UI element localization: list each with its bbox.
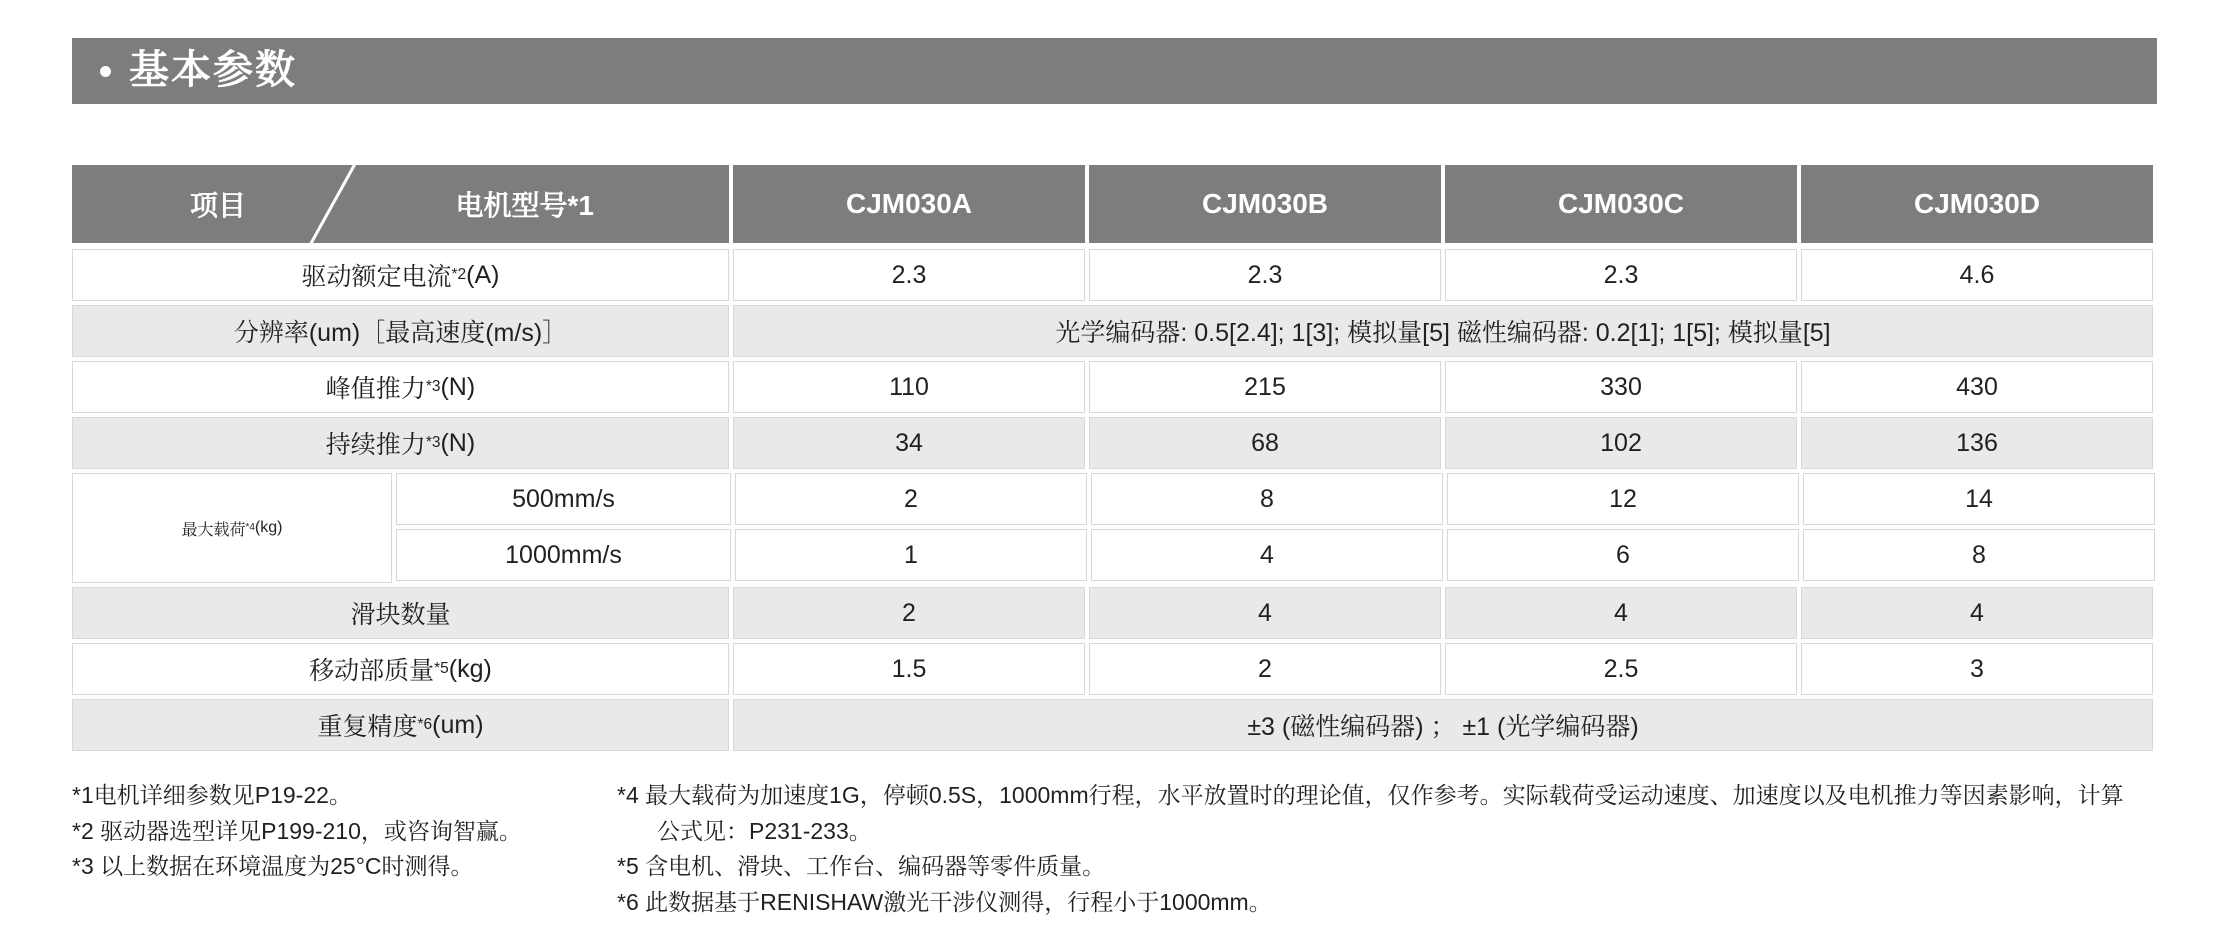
table-row	[72, 249, 2157, 301]
row-label: 驱动额定电流 *2 (A)	[72, 249, 729, 301]
row-value: 6	[1447, 529, 1799, 581]
footnote-1: *1电机详细参数见P19-22。	[72, 782, 352, 808]
table-row	[72, 587, 2157, 639]
row-label: 分辨率(um)［最高速度(m/s)］	[72, 305, 729, 357]
table-row	[72, 305, 2157, 357]
row-value: 430	[1801, 361, 2153, 413]
row-value: 1	[735, 529, 1087, 581]
row-label-tail: (um)	[432, 710, 484, 739]
page-title: 基本参数	[129, 47, 297, 92]
header-model-b: CJM030B	[1089, 165, 1441, 243]
footnote-5: *5 含电机、滑块、工作台、编码器等零件质量。	[617, 853, 1106, 880]
table-row	[396, 473, 2155, 525]
row-value-span: ±3 (磁性编码器) ； ±1 (光学编码器)	[733, 699, 2153, 751]
row-value: 3	[1801, 643, 2153, 695]
row-value: 2.5	[1445, 643, 1797, 695]
row-value: 330	[1445, 361, 1797, 413]
header-model-a: CJM030A	[733, 165, 1085, 243]
row-value: 8	[1803, 529, 2155, 581]
row-value: 68	[1089, 417, 1441, 469]
footnote-4: *4 最大载荷为加速度1G，停顿0.5S，1000mm行程，水平放置时的理论值，仅作参考。实际载荷受运动速度、加速度以及电机推力等因素影响，计算	[617, 782, 2124, 808]
row-label-main: 驱动额定电流	[301, 263, 452, 291]
row-label-main: 滑块数量	[350, 601, 451, 629]
bullet-icon	[100, 66, 111, 77]
row-value: 2	[1089, 643, 1441, 695]
table-row-group-max-load	[72, 473, 2157, 583]
row-value: 4	[1089, 587, 1441, 639]
row-label-main: 重复精度	[317, 713, 418, 741]
max-load-subrows	[396, 473, 2155, 583]
footnotes-right-column	[617, 778, 2157, 921]
row-label-main: 峰值推力	[325, 375, 426, 403]
row-value: 136	[1801, 417, 2153, 469]
header-item-label: 项目	[190, 190, 247, 221]
row-value: 110	[733, 361, 1085, 413]
row-value: 2.3	[1089, 249, 1441, 301]
row-value: 14	[1803, 473, 2155, 525]
row-value: 2.3	[1445, 249, 1797, 301]
header-model-c: CJM030C	[1445, 165, 1797, 243]
row-value: 4	[1091, 529, 1443, 581]
footnote-6: *6 此数据基于RENISHAW激光干涉仪测得，行程小于1000mm。	[617, 888, 1272, 915]
row-label	[72, 587, 729, 639]
row-label-tail: (N)	[440, 372, 476, 401]
table-row	[72, 643, 2157, 695]
diagonal-divider-icon	[301, 165, 367, 243]
row-value: 1.5	[733, 643, 1085, 695]
row-label: 持续推力 *3 (N)	[72, 417, 729, 469]
row-label: 重复精度 *6 (um)	[72, 699, 729, 751]
row-label-tail: (kg)	[254, 519, 283, 536]
footnote-4-continued: 公式见：P231-233。	[657, 817, 872, 844]
table-row	[72, 417, 2157, 469]
row-value: 2.3	[733, 249, 1085, 301]
row-sub-label: 1000mm/s	[396, 529, 731, 581]
row-value: 8	[1091, 473, 1443, 525]
row-label-tail: (kg)	[448, 654, 492, 683]
section-title-bar	[72, 38, 2157, 104]
header-item-model-cell	[72, 165, 729, 243]
row-value: 4.6	[1801, 249, 2153, 301]
specs-table	[72, 165, 2157, 755]
row-label-main: 持续推力	[325, 431, 426, 459]
row-label: 峰值推力 *3 (N)	[72, 361, 729, 413]
row-value: 102	[1445, 417, 1797, 469]
row-value-span: 光学编码器: 0.5[2.4]; 1[3]; 模拟量[5] 磁性编码器: 0.2[1]; 1[5]; 模拟量[5]	[733, 305, 2153, 357]
row-label-main: 最大载荷	[181, 521, 246, 539]
footnotes-left-column	[72, 778, 572, 885]
row-value: 2	[735, 473, 1087, 525]
table-row	[396, 529, 2155, 581]
header-model-label: 电机型号*1	[455, 190, 594, 221]
header-model-d: CJM030D	[1801, 165, 2153, 243]
row-value: 4	[1801, 587, 2153, 639]
row-value: 12	[1447, 473, 1799, 525]
row-sub-label: 500mm/s	[396, 473, 731, 525]
table-header-row	[72, 165, 2157, 243]
table-row	[72, 361, 2157, 413]
row-label-tail: (N)	[440, 428, 476, 457]
row-value: 2	[733, 587, 1085, 639]
row-label: 最大载荷 *4 (kg)	[72, 473, 392, 583]
footnote-2: *2 驱动器选型详见P199-210，或咨询智赢。	[72, 817, 522, 844]
row-label-tail: (A)	[466, 260, 500, 289]
row-value: 34	[733, 417, 1085, 469]
row-label-main: 移动部质量	[309, 657, 435, 685]
footnote-3: *3 以上数据在环境温度为25°C时测得。	[72, 853, 474, 880]
table-row	[72, 699, 2157, 751]
row-label: 移动部质量 *5 (kg)	[72, 643, 729, 695]
row-value: 4	[1445, 587, 1797, 639]
row-value: 215	[1089, 361, 1441, 413]
